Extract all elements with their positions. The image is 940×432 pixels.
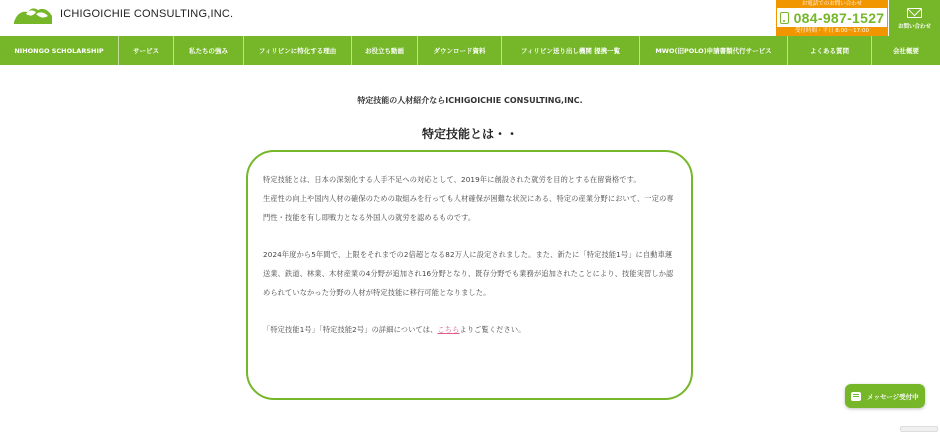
phone-number[interactable]: 084-987-1527 <box>793 9 885 26</box>
spacer <box>263 302 677 320</box>
paragraph-details <box>263 320 677 339</box>
details-text-after: よりご覧ください。 <box>459 325 526 334</box>
nav-item-strengths[interactable]: 私たちの強み <box>174 36 244 65</box>
nav-item-downloads[interactable]: ダウンロード資料 <box>418 36 502 65</box>
mail-icon <box>907 8 922 18</box>
page-title: 特定技能とは・・ <box>421 127 518 141</box>
main-nav <box>0 36 940 65</box>
paragraph-expansion: 2024年度から5年間で、上限をそれまでの2倍超となる82万人に設定されました。また、新たに「特定技能1号」に自動車運送業、鉄道、林業、木材産業の4分野が追加され16分野となり、既存分野でも業務が追加されたことにより、技能実習しか認められていなかった分野の人材が特定技能に移行可能となりました。 <box>263 250 674 297</box>
nav-item-videos[interactable]: お役立ち動画 <box>352 36 418 65</box>
paragraph-definition: 特定技能とは、日本の深刻化する人手不足への対応として、2019年に創設された就労を目的とする在留資格です。 <box>263 175 641 184</box>
phone-contact[interactable] <box>776 0 888 36</box>
nav-item-partner-agencies[interactable]: フィリピン送り出し機関 提携一覧 <box>502 36 640 65</box>
nav-item-company[interactable]: 会社概要 <box>893 47 919 55</box>
paragraph-purpose: 生産性の向上や国内人材の確保のための取組みを行っても人材確保が困難な状況にある、特定の産業分野において、一定の専門性・技能を有し即戦力となる外国人の就労を認めるものです。 <box>263 194 674 222</box>
nav-item-services[interactable]: サービス <box>119 36 174 65</box>
phone-icon <box>780 12 789 24</box>
site-header <box>0 0 940 36</box>
nav-item-philippines-reason[interactable]: フィリピンに特化する理由 <box>244 36 352 65</box>
brand-name[interactable]: ICHIGOICHIE CONSULTING,INC. <box>60 8 234 20</box>
chat-label: メッセージ受付中 <box>867 392 919 401</box>
nav-item-nihongo-scholarship[interactable]: NIHONGO SCHOLARSHIP <box>0 36 119 65</box>
scroll-widget[interactable] <box>900 426 938 432</box>
contact-button[interactable] <box>889 0 940 36</box>
phone-hours: 受付時間・平日 8:00〜17:00 <box>777 27 887 36</box>
page-subtitle: 特定技能の人材紹介ならICHIGOICHIE CONSULTING,INC. <box>357 96 583 105</box>
spacer <box>263 227 677 245</box>
contact-label: お問い合わせ <box>897 24 931 30</box>
phone-row <box>777 8 887 27</box>
details-text-before: 「特定技能1号」「特定技能2号」の詳細については、 <box>263 325 438 334</box>
nav-item-faq[interactable]: よくある質問 <box>788 36 872 65</box>
chat-icon <box>851 392 861 401</box>
chat-button[interactable] <box>845 384 925 408</box>
details-link[interactable]: こちら <box>437 325 460 334</box>
nav-item-mwo-service[interactable]: MWO(旧POLO)申請書類代行サービス <box>640 36 788 65</box>
phone-top-label: お電話でのお問い合わせ <box>777 0 887 8</box>
logo-icon[interactable] <box>12 2 54 26</box>
content-box <box>246 150 693 400</box>
